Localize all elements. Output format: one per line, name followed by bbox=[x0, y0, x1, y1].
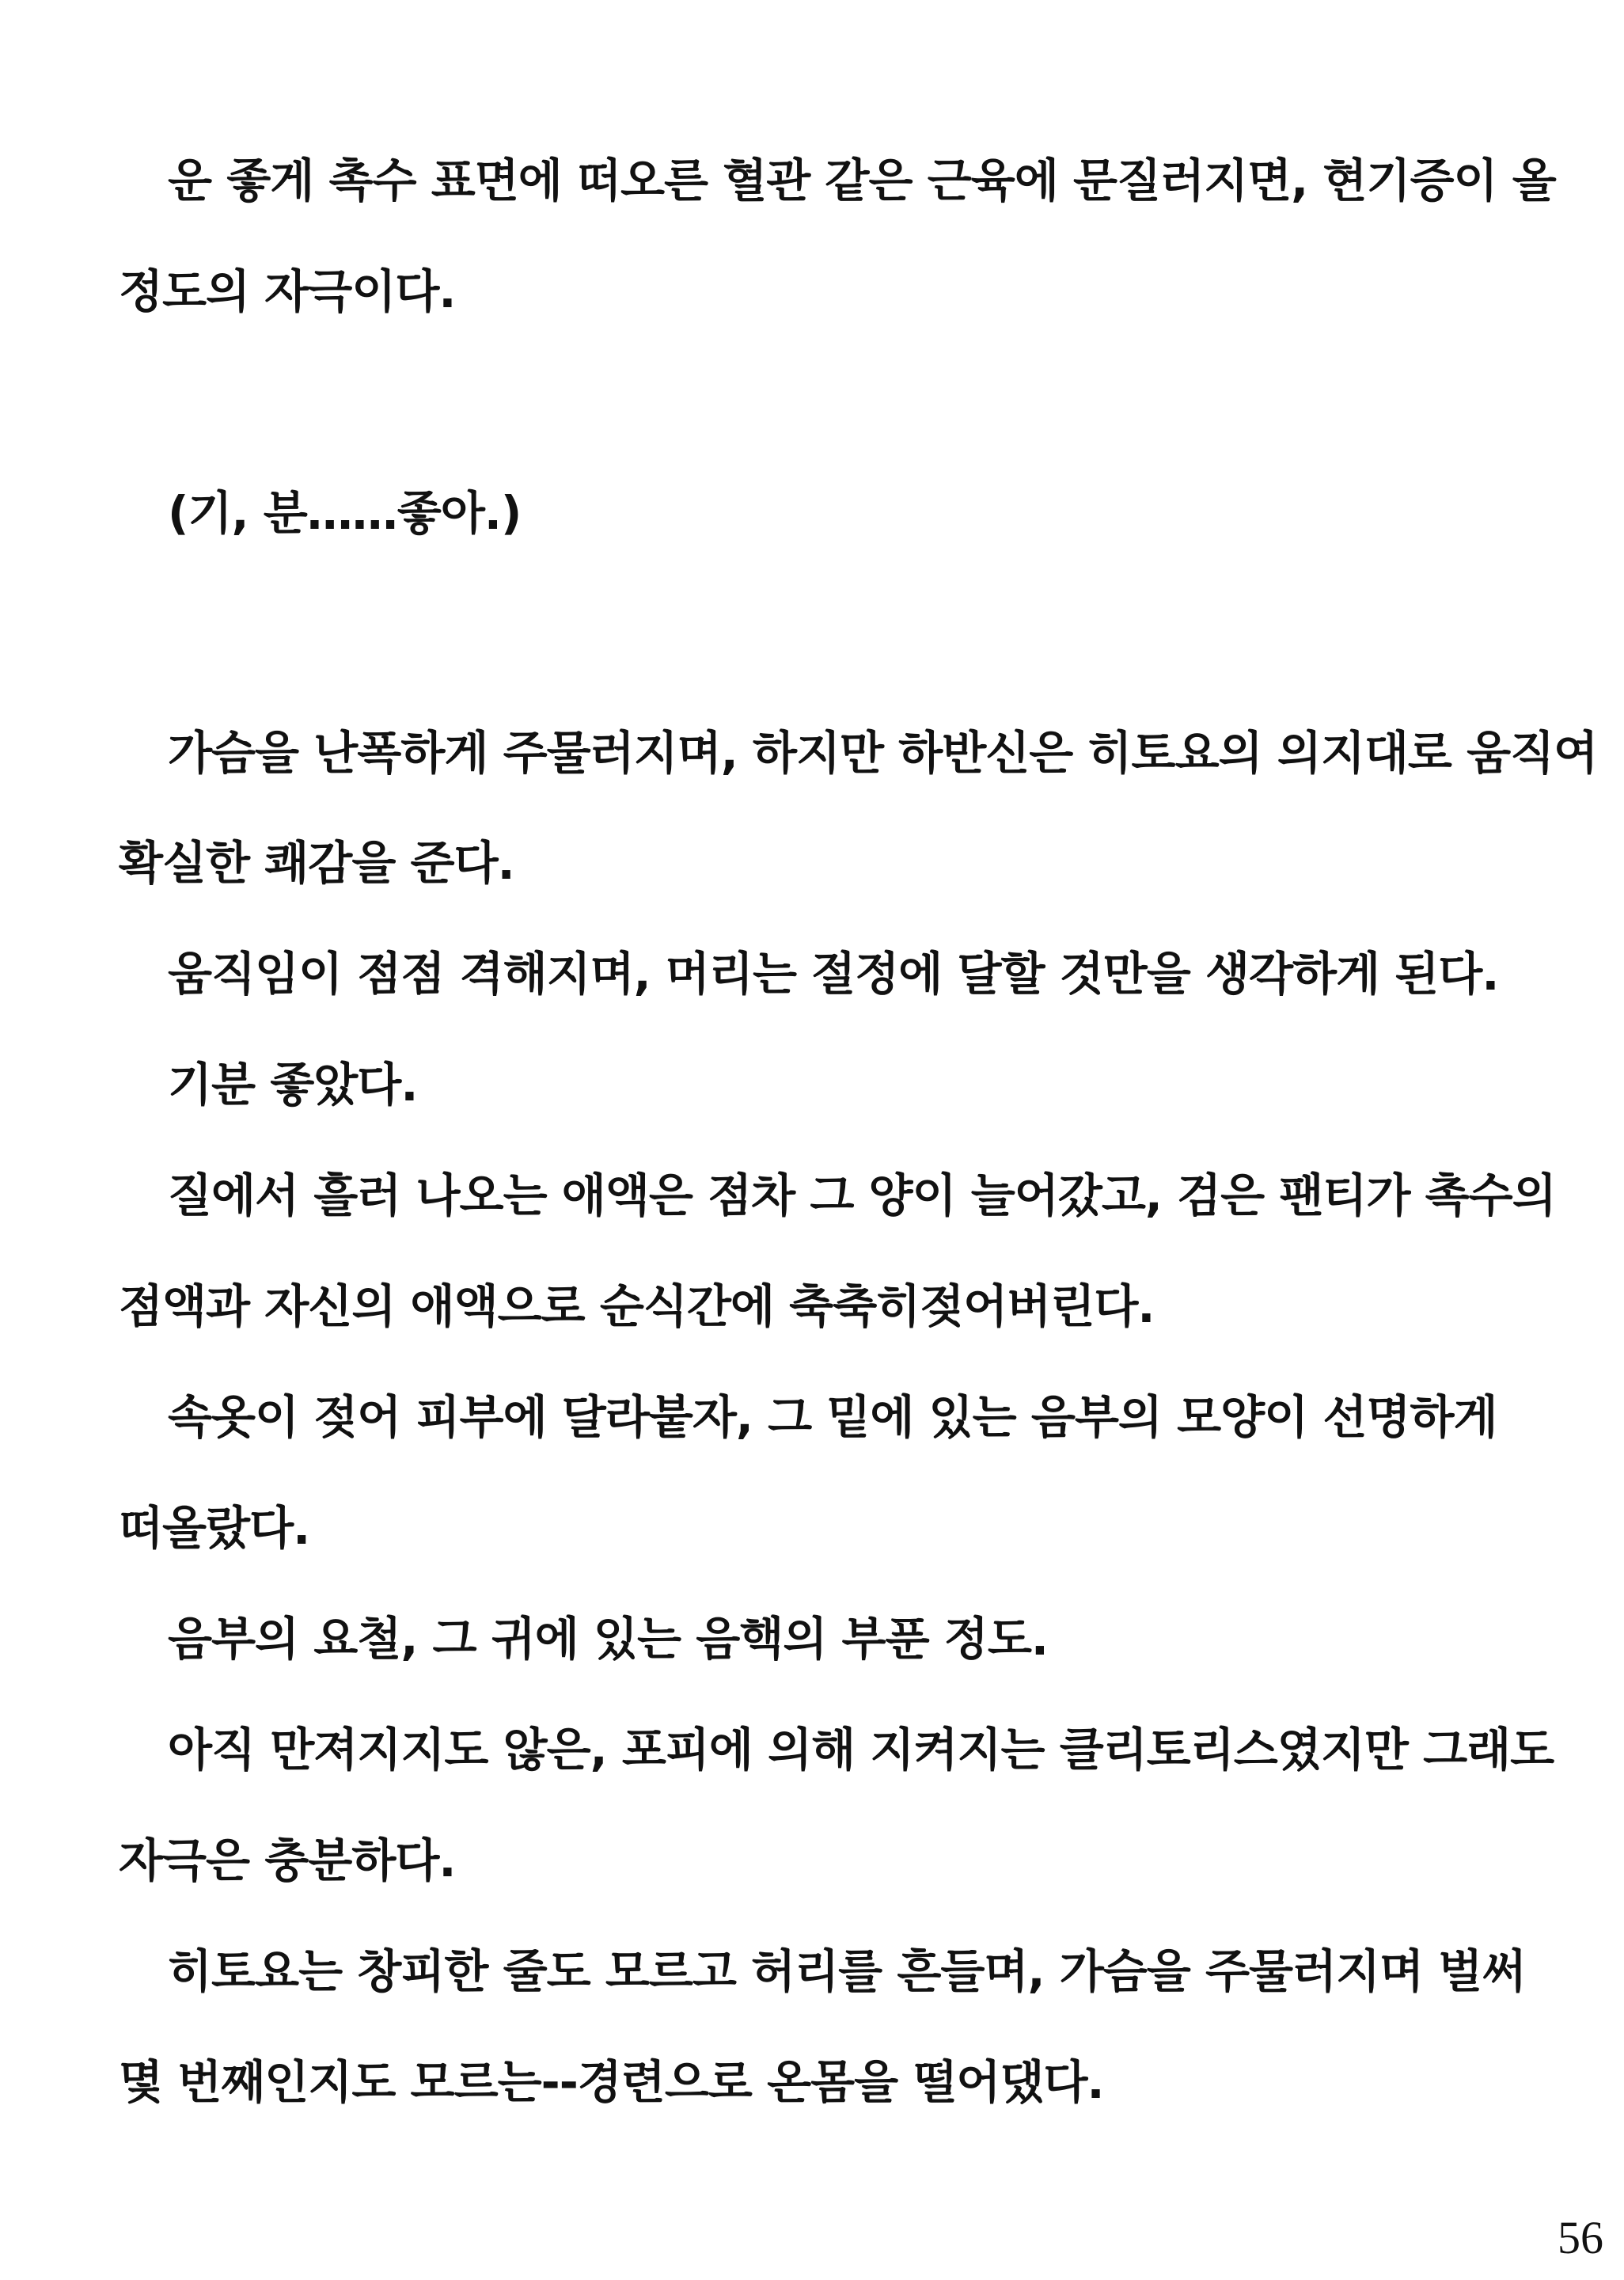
text-line: 음부의 요철, 그 귀에 있는 음핵의 부푼 정도. bbox=[168, 1612, 1048, 1666]
text-line: 몇 번째인지도 모르는--경련으로 온몸을 떨어댔다. bbox=[119, 2055, 1104, 2109]
text-line: 가슴을 난폭하게 주물러지며, 하지만 하반신은 히토요의 의지대로 움직여 bbox=[168, 726, 1598, 780]
page-number: 56 bbox=[1558, 2212, 1603, 2263]
text-line: 떠올랐다. bbox=[119, 1501, 310, 1555]
text-line: 움직임이 점점 격해지며, 머리는 절정에 달할 것만을 생각하게 된다. bbox=[168, 947, 1499, 1001]
text-line: 속옷이 젖어 피부에 달라붙자, 그 밑에 있는 음부의 모양이 선명하게 bbox=[168, 1390, 1497, 1444]
text-line: 확실한 쾌감을 준다. bbox=[119, 836, 514, 890]
text-line: 점액과 자신의 애액으로 순식간에 축축히젖어버린다. bbox=[119, 1279, 1155, 1333]
text-line: 히토요는 창피한 줄도 모르고 허리를 흔들며, 가슴을 주물러지며 벌써 bbox=[168, 1944, 1526, 1998]
text-line: 질에서 흘러 나오는 애액은 점차 그 양이 늘어갔고, 검은 팬티가 촉수의 bbox=[168, 1168, 1556, 1222]
text-line: (기, 분……좋아.) bbox=[168, 486, 522, 540]
text-line: 아직 만져지지도 않은, 포피에 의해 지켜지는 클리토리스였지만 그래도 bbox=[168, 1723, 1554, 1776]
text-line: 자극은 충분하다. bbox=[119, 1834, 456, 1887]
text-line: 정도의 자극이다. bbox=[119, 264, 456, 318]
text-line: 운 좋게 촉수 표면에 떠오른 혈관 같은 근육에 문질러지면, 현기증이 올 bbox=[168, 154, 1556, 207]
text-line: 기분 좋았다. bbox=[168, 1058, 418, 1112]
